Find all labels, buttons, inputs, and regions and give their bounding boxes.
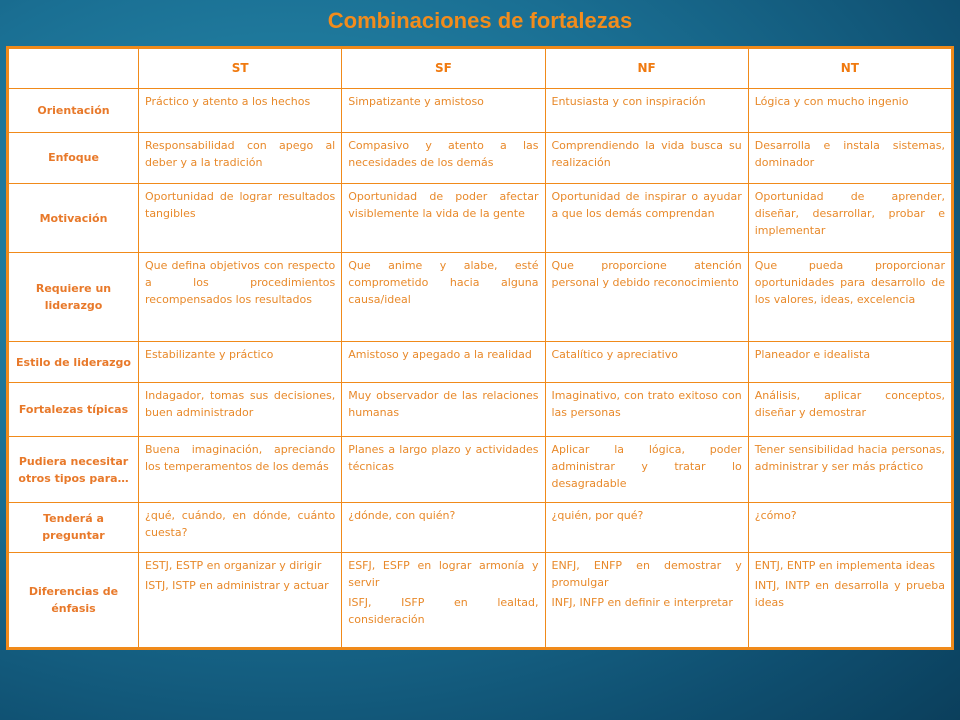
cell-text: ¿quién, por qué? xyxy=(551,508,644,522)
cell-text: ISTJ, ISTP en administrar y actuar xyxy=(145,578,329,592)
table-cell xyxy=(139,437,342,502)
table-row xyxy=(9,132,952,184)
cell-text: ESFJ, ESFP en lograr armonía y servir xyxy=(348,558,539,589)
table-cell xyxy=(139,383,342,437)
table-cell xyxy=(748,252,951,341)
cell-text: Estabilizante y práctico xyxy=(145,348,274,362)
table-cell xyxy=(545,89,748,133)
cell-text: Lógica y con mucho ingenio xyxy=(754,95,909,108)
column-header-st: ST xyxy=(139,49,342,89)
cell-text: Planes a largo plazo y actividades técnicas xyxy=(348,443,539,474)
table-cell xyxy=(545,342,748,383)
table-cell xyxy=(342,437,545,502)
cell-text: INTJ, INTP en desarrolla y prueba ideas xyxy=(754,578,945,609)
cell-text: Que proporcione atención personal y debido reconocimiento xyxy=(551,258,742,289)
table-cell xyxy=(748,132,951,184)
cell-text: Catalítico y apreciativo xyxy=(551,348,678,362)
cell-text: Indagador, tomas sus decisiones, buen administrador xyxy=(145,389,336,420)
table-row xyxy=(9,502,952,552)
cell-text: Oportunidad de inspirar o ayudar a que los demás comprendan xyxy=(551,190,742,221)
cell-text: Responsabilidad con apego al deber y a la tradición xyxy=(145,138,336,169)
table-cell xyxy=(342,252,545,341)
cell-text: Análisis, aplicar conceptos, diseñar y demostrar xyxy=(754,389,945,420)
corner-header xyxy=(9,49,139,89)
cell-text: Aplicar la lógica, poder administrar y tratar lo desagradable xyxy=(551,443,742,491)
cell-text: ¿qué, cuándo, en dónde, cuánto cuesta? xyxy=(145,508,336,539)
cell-text: Entusiasta y con inspiración xyxy=(551,95,706,108)
table-cell xyxy=(748,184,951,252)
cell-text: Compasivo y atento a las necesidades de los demás xyxy=(348,138,539,169)
table-cell xyxy=(342,132,545,184)
table-cell xyxy=(139,342,342,383)
table-row xyxy=(9,89,952,133)
table-cell xyxy=(342,89,545,133)
table-cell xyxy=(545,252,748,341)
table-cell xyxy=(139,252,342,341)
table-cell xyxy=(748,383,951,437)
table-row xyxy=(9,252,952,341)
cell-text: Desarrolla e instala sistemas, dominador xyxy=(754,138,945,169)
table-cell xyxy=(545,552,748,648)
cell-text: Oportunidad de aprender, diseñar, desarrollar, probar e implementar xyxy=(754,190,945,238)
table-cell xyxy=(748,437,951,502)
cell-text: ESTJ, ESTP en organizar y dirigir xyxy=(145,558,322,572)
cell-text: Tener sensibilidad hacia personas, administrar y ser más práctico xyxy=(754,443,945,474)
table-row xyxy=(9,552,952,648)
column-header-nt: NT xyxy=(748,49,951,89)
cell-text: Amistoso y apegado a la realidad xyxy=(348,348,532,362)
cell-text: Práctico y atento a los hechos xyxy=(145,95,311,108)
row-label: Tenderá a preguntar xyxy=(9,502,139,552)
table-row xyxy=(9,342,952,383)
row-label: Orientación xyxy=(9,89,139,133)
table-cell xyxy=(545,383,748,437)
row-label: Pudiera necesitar otros tipos para… xyxy=(9,437,139,502)
cell-text: Simpatizante y amistoso xyxy=(348,95,484,108)
table-cell xyxy=(139,132,342,184)
cell-text: Comprendiendo la vida busca su realización xyxy=(551,138,742,169)
table-cell xyxy=(748,552,951,648)
row-label: Motivación xyxy=(9,184,139,252)
table-cell xyxy=(342,383,545,437)
strengths-table xyxy=(8,48,952,648)
table-row xyxy=(9,184,952,252)
table-cell xyxy=(139,89,342,133)
table-cell xyxy=(139,502,342,552)
row-label: Diferencias de énfasis xyxy=(9,552,139,648)
row-label: Enfoque xyxy=(9,132,139,184)
table-cell xyxy=(342,342,545,383)
cell-text: INFJ, INFP en definir e interpretar xyxy=(551,595,733,609)
column-header-nf: NF xyxy=(545,49,748,89)
table-header-row xyxy=(9,49,952,89)
table-cell xyxy=(342,502,545,552)
table-cell xyxy=(342,552,545,648)
table-cell xyxy=(545,132,748,184)
table-cell xyxy=(545,184,748,252)
table-cell xyxy=(748,502,951,552)
cell-text: ¿cómo? xyxy=(754,508,797,522)
cell-text: Que anime y alabe, esté comprometido hacia alguna causa/ideal xyxy=(348,258,539,306)
cell-text: ISFJ, ISFP en lealtad, consideración xyxy=(348,595,539,626)
cell-text: Imaginativo, con trato exitoso con las personas xyxy=(551,389,742,420)
table-cell xyxy=(748,89,951,133)
cell-text: Buena imaginación, apreciando los temperamentos de los demás xyxy=(145,443,336,474)
cell-text: Muy observador de las relaciones humanas xyxy=(348,389,539,420)
table-cell xyxy=(545,502,748,552)
table-cell xyxy=(342,184,545,252)
page-title: Combinaciones de fortalezas xyxy=(327,8,633,33)
cell-text: Oportunidad de poder afectar visiblemente la vida de la gente xyxy=(348,190,539,221)
cell-text: Planeador e idealista xyxy=(754,348,871,362)
strengths-table-container xyxy=(6,46,954,650)
cell-text: Que defina objetivos con respecto a los procedimientos recompensados los resultados xyxy=(145,258,336,306)
table-row xyxy=(9,383,952,437)
cell-text: ¿dónde, con quién? xyxy=(348,508,456,522)
row-label: Requiere un liderazgo xyxy=(9,252,139,341)
table-cell xyxy=(748,342,951,383)
table-cell xyxy=(139,184,342,252)
cell-text: ENTJ, ENTP en implementa ideas xyxy=(754,558,936,572)
table-cell xyxy=(545,437,748,502)
table-cell xyxy=(139,552,342,648)
table-row xyxy=(9,437,952,502)
cell-text: Que pueda proporcionar oportunidades para desarrollo de los valores, ideas, excelencia xyxy=(754,258,945,306)
cell-text: Oportunidad de lograr resultados tangibles xyxy=(145,190,336,221)
column-header-sf: SF xyxy=(342,49,545,89)
cell-text: ENFJ, ENFP en demostrar y promulgar xyxy=(551,558,742,589)
row-label: Estilo de liderazgo xyxy=(9,342,139,383)
row-label: Fortalezas típicas xyxy=(9,383,139,437)
